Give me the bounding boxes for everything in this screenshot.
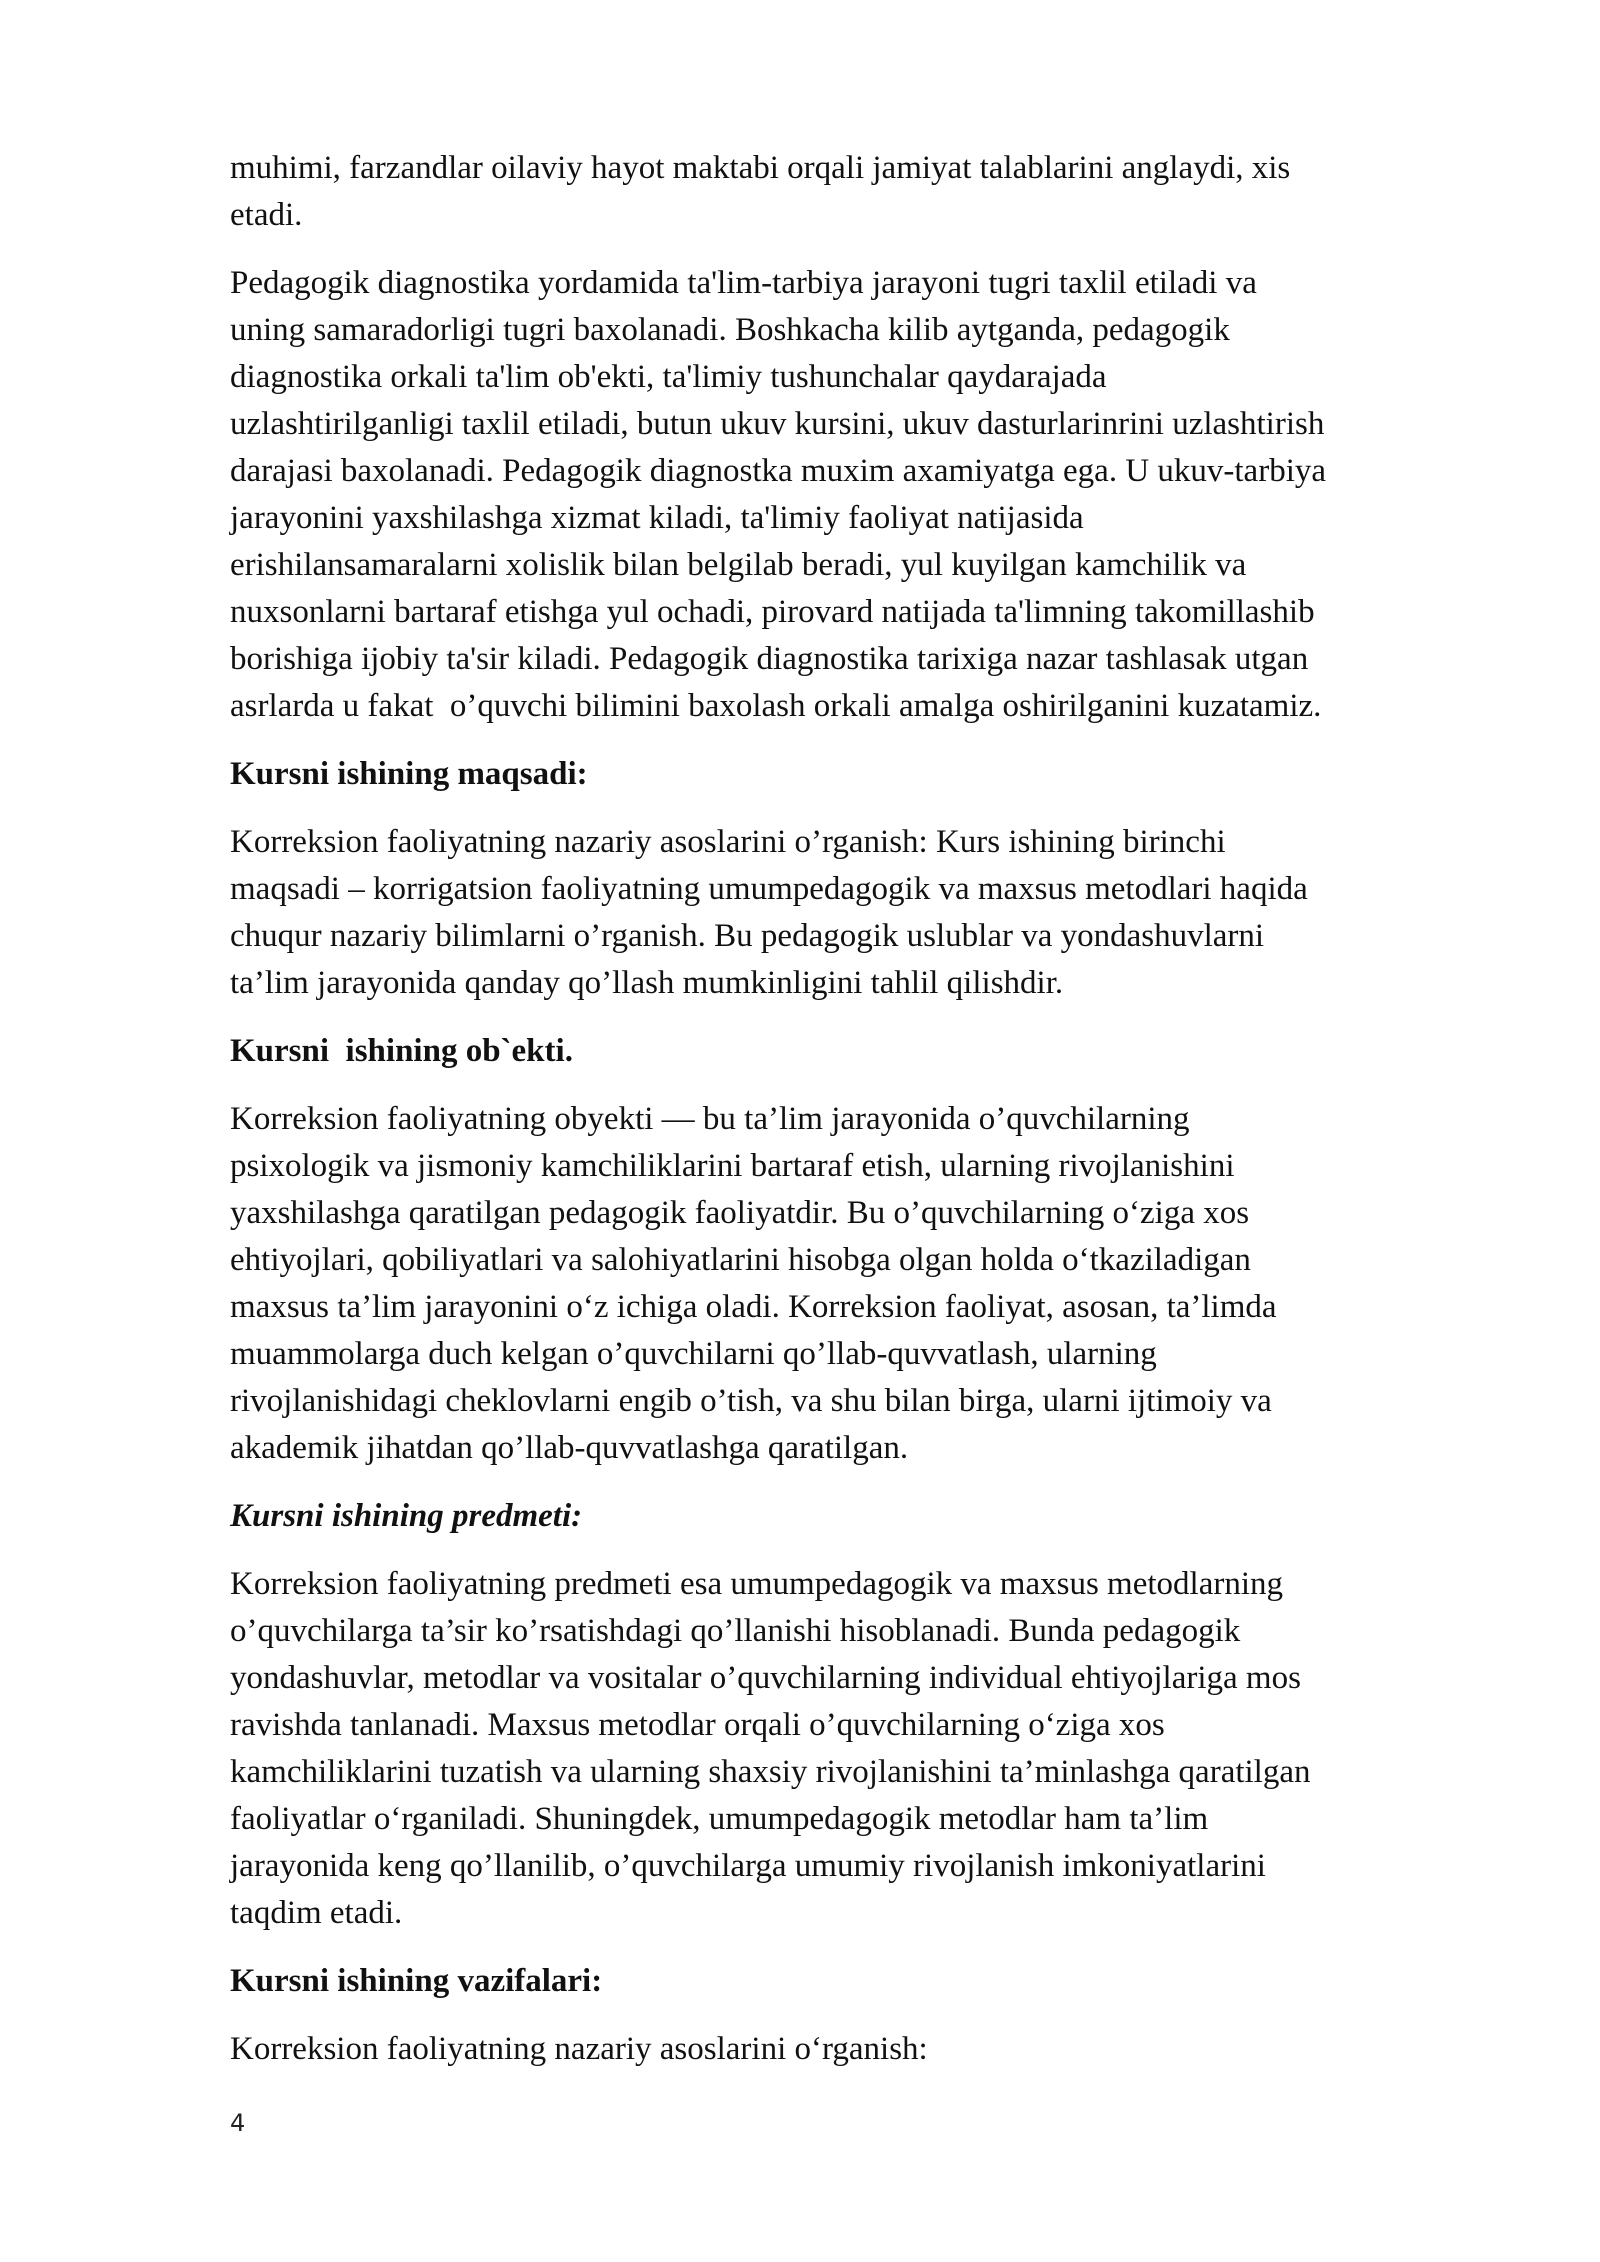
text-line: maxsus ta’lim jarayonini o‘z ichiga oladi. Korreksion faoliyat, asosan, ta’limda <box>230 1289 1277 1325</box>
text-line: Kursni ishining vazifalari: <box>230 1963 603 1999</box>
text-line: jarayonini yaxshilashga xizmat kiladi, ta'limiy faoliyat natijasida <box>230 500 1084 536</box>
text-line: kamchiliklarini tuzatish va ularning shaxsiy rivojlanishini ta’minlashga qaratilgan <box>230 1754 1311 1790</box>
text-line: Korreksion faoliyatning obyekti — bu ta’lim jarayonida o’quvchilarning <box>230 1101 1190 1137</box>
text-line: faoliyatlar o‘rganiladi. Shuningdek, umumpedagogik metodlar ham ta’lim <box>230 1801 1209 1837</box>
text-line: Korreksion faoliyatning nazariy asoslarini o’rganish: Kurs ishining birinchi <box>230 824 1226 860</box>
text-line: diagnostika orkali ta'lim ob'ekti, ta'limiy tushunchalar qaydarajada <box>230 359 1107 395</box>
text-line: maqsadi – korrigatsion faoliyatning umumpedagogik va maxsus metodlari haqida <box>230 871 1308 907</box>
text-line: Kursni ishining ob`ekti. <box>230 1033 573 1069</box>
text-line: yondashuvlar, metodlar va vositalar o’quvchilarning individual ehtiyojlariga mos <box>230 1660 1301 1696</box>
section-heading <box>230 751 1500 798</box>
text-line: darajasi baxolanadi. Pedagogik diagnostka muxim axamiyatga ega. U ukuv-tarbiya <box>230 453 1327 489</box>
text-line: psixologik va jismoniy kamchiliklarini bartaraf etish, ularning rivojlanishini <box>230 1148 1235 1184</box>
text-line: muhimi, farzandlar oilaviy hayot maktabi orqali jamiyat talablarini anglaydi, xis <box>230 150 1291 186</box>
text-line: ta’lim jarayonida qanday qo’llash mumkinligini tahlil qilishdir. <box>230 965 1064 1001</box>
text-line: chuqur nazariy bilimlarni o’rganish. Bu pedagogik uslublar va yondashuvlarni <box>230 918 1265 954</box>
text-line: ravishda tanlanadi. Maxsus metodlar orqali o’quvchilarning o‘ziga xos <box>230 1707 1165 1743</box>
paragraph <box>230 2026 1500 2073</box>
text-line: muammolarga duch kelgan o’quvchilarni qo’llab-quvvatlash, ularning <box>230 1336 1157 1372</box>
text-line: o’quvchilarga ta’sir ko’rsatishdagi qo’llanishi hisoblanadi. Bunda pedagogik <box>230 1613 1241 1649</box>
text-line: taqdim etadi. <box>230 1895 403 1931</box>
text-line: Kursni ishining predmeti: <box>230 1498 583 1534</box>
section-heading <box>230 1958 1500 2005</box>
page-number: 4 <box>230 2109 246 2137</box>
text-line: yaxshilashga qaratilgan pedagogik faoliyatdir. Bu o’quvchilarning o‘ziga xos <box>230 1195 1250 1231</box>
text-line: uzlashtirilganligi taxlil etiladi, butun ukuv kursini, ukuv dasturlarinrini uzlashtirish <box>230 406 1325 442</box>
text-line: rivojlanishidagi cheklovlarni engib o’tish, va shu bilan birga, ularni ijtimoiy va <box>230 1383 1272 1419</box>
text-line: nuxsonlarni bartaraf etishga yul ochadi, pirovard natijada ta'limning takomillashib <box>230 594 1315 630</box>
text-line: akademik jihatdan qo’llab-quvvatlashga qaratilgan. <box>230 1430 909 1466</box>
paragraph <box>230 260 1500 730</box>
document-body <box>230 145 1500 2073</box>
paragraph <box>230 1561 1500 1937</box>
paragraph <box>230 819 1500 1007</box>
text-line: Kursni ishining maqsadi: <box>230 756 588 792</box>
text-line: Korreksion faoliyatning nazariy asoslarini o‘rganish: <box>230 2031 928 2067</box>
text-line: ehtiyojlari, qobiliyatlari va salohiyatlarini hisobga olgan holda o‘tkaziladigan <box>230 1242 1251 1278</box>
section-heading <box>230 1493 1500 1540</box>
text-line: borishiga ijobiy ta'sir kiladi. Pedagogik diagnostika tarixiga nazar tashlasak utgan <box>230 641 1309 677</box>
text-line: asrlarda u fakat o’quvchi bilimini baxolash orkali amalga oshirilganini kuzatamiz. <box>230 688 1322 724</box>
paragraph <box>230 1096 1500 1472</box>
section-heading <box>230 1028 1500 1075</box>
paragraph <box>230 145 1500 239</box>
text-line: Pedagogik diagnostika yordamida ta'lim-tarbiya jarayoni tugri taxlil etiladi va <box>230 265 1257 301</box>
text-line: etadi. <box>230 197 303 233</box>
text-line: erishilansamaralarni xolislik bilan belgilab beradi, yul kuyilgan kamchilik va <box>230 547 1247 583</box>
text-line: Korreksion faoliyatning predmeti esa umumpedagogik va maxsus metodlarning <box>230 1566 1284 1602</box>
text-line: jarayonida keng qo’llanilib, o’quvchilarga umumiy rivojlanish imkoniyatlarini <box>230 1848 1266 1884</box>
text-line: uning samaradorligi tugri baxolanadi. Boshkacha kilib aytganda, pedagogik <box>230 312 1230 348</box>
document-page <box>230 145 1500 2094</box>
